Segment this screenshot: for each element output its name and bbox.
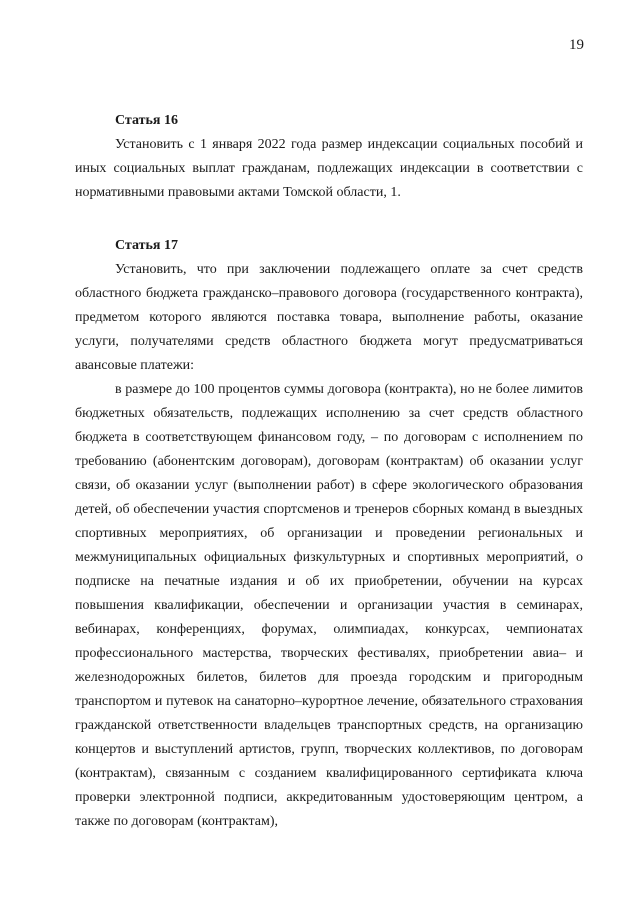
page-number: 19 [569, 37, 584, 53]
document-body [75, 110, 583, 834]
article-heading: Статья 17 [115, 238, 178, 253]
article-paragraph: Установить, что при заключении подлежащего оплате за счет средств областного бюджета гражданско–правового договора (государственного контракта), предметом которого являются поставка товара, выполнение работы, оказание услуги, получателями средств областного бюджета могут предусматриваться авансовые платежи: [75, 262, 583, 373]
article-heading: Статья 16 [115, 113, 178, 128]
article-16 [75, 110, 583, 205]
article-17 [75, 235, 583, 834]
article-paragraph: в размере до 100 процентов суммы договора (контракта), но не более лимитов бюджетных обязательств, подлежащих исполнению за счет средств областного бюджета в соответствующем финансовом году, – по договорам с исполнением по требованию (абонентским договорам), договорам (контрактам) об оказании услуг связи, об оказании услуг (выполнении работ) в сфере экологического образования детей, об обеспечении участия спортсменов и тренеров сборных команд в выездных спортивных мероприятиях, об организации и проведении региональных и межмуниципальных официальных физкультурных и спортивных мероприятий, о подписке на печатные издания и об их приобретении, обучении на курсах повышения квалификации, обеспечении и организации участия в семинарах, вебинарах, конференциях, форумах, олимпиадах, конкурсах, чемпионатах профессионального мастерства, творческих фестивалях, приобретении авиа– и железнодорожных билетов, билетов для проезда городским и пригородным транспортом и путевок на санаторно–курортное лечение, обязательного страхования гражданской ответственности владельцев транспортных средств, на организацию концертов и выступлений артистов, групп, творческих коллективов, по договорам (контрактам), связанным с созданием квалифицированного сертификата ключа проверки электронной подписи, аккредитованным удостоверяющим центром, а также по договорам (контрактам), [75, 382, 583, 829]
article-paragraph: Установить с 1 января 2022 года размер индексации социальных пособий и иных социальных выплат гражданам, подлежащих индексации в соответствии с нормативными правовыми актами Томской области, 1. [75, 137, 583, 200]
